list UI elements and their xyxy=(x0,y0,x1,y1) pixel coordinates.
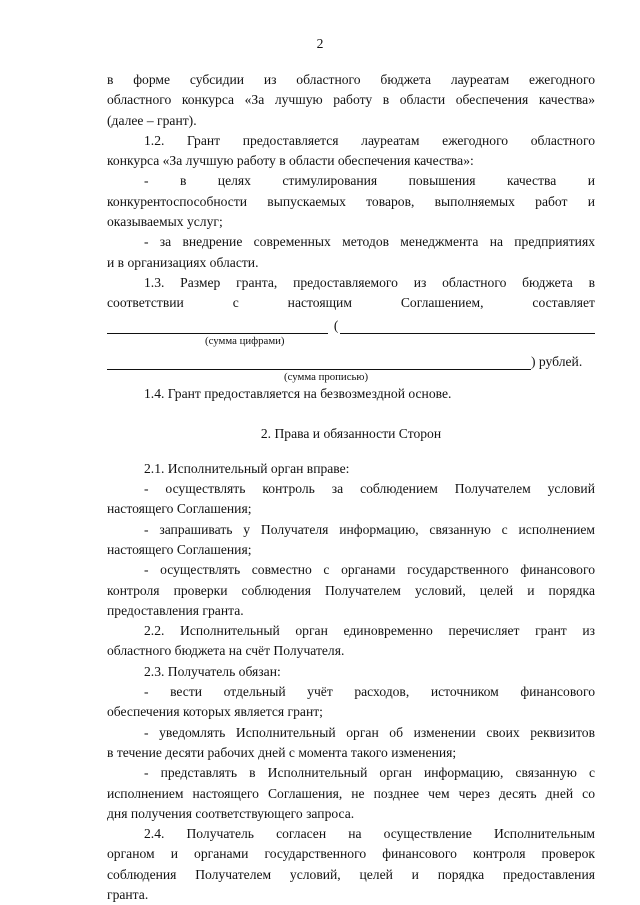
page-number: 2 xyxy=(316,36,324,51)
amount-words-line xyxy=(107,350,595,370)
clause-1-2: 1.2. Грант предоставляется лауреатам ежегодного областного xyxy=(144,132,595,148)
paragraph-line: органом и органами государственного финансового контроля проверок xyxy=(107,846,595,862)
spacer xyxy=(107,445,595,459)
paragraph-line: обеспечения которых является грант; xyxy=(107,704,323,720)
paragraph-line: соблюдения Получателем условий, целей и порядка предоставления xyxy=(107,866,595,882)
paragraph-line: (далее – грант). xyxy=(107,112,197,128)
paragraph-line: исполнением настоящего Соглашения, не позднее чем через десять дней со xyxy=(107,785,595,801)
paragraph-line: предоставления гранта. xyxy=(107,602,244,618)
fill-in-blank xyxy=(107,355,531,370)
paragraph-line: и в организациях области. xyxy=(107,254,259,270)
paragraph-line: соответствии с настоящим Соглашением, составляет xyxy=(107,295,595,311)
paragraph-line: гранта. xyxy=(107,886,149,902)
paragraph-line: в форме субсидии из областного бюджета лауреатам ежегодного xyxy=(107,72,595,87)
open-paren: ( xyxy=(333,317,339,333)
fill-in-blank xyxy=(340,319,595,334)
paragraph-line: дня получения соответствующего запроса. xyxy=(107,805,355,821)
paragraph-line: областного бюджета на счёт Получателя. xyxy=(107,643,345,659)
list-item: - в целях стимулирования повышения качества и xyxy=(144,173,595,189)
amount-digits-line xyxy=(107,314,595,334)
section-heading: 2. Права и обязанности Сторон xyxy=(260,426,442,442)
paragraph-line: конкурса «За лучшую работу в области обеспечения качества»: xyxy=(107,153,474,169)
list-item: - за внедрение современных методов менеджмента на предприятиях xyxy=(144,234,595,250)
caption-digits: (сумма цифрами) xyxy=(205,334,285,347)
paragraph-line: контроля проверки соблюдения Получателем условий, целей и порядка xyxy=(107,582,595,598)
paragraph-line: конкурентоспособности выпускаемых товаров, выполняемых работ и xyxy=(107,193,595,209)
rubles-label: ) рублей. xyxy=(531,354,583,370)
clause-2-4: 2.4. Получатель согласен на осуществление Исполнительным xyxy=(144,826,595,842)
document-body xyxy=(107,70,595,905)
list-item: - осуществлять совместно с органами государственного финансового xyxy=(144,562,595,578)
clause-2-3: 2.3. Получатель обязан: xyxy=(144,663,281,679)
clause-1-3: 1.3. Размер гранта, предоставляемого из областного бюджета в xyxy=(144,274,595,290)
list-item: - осуществлять контроль за соблюдением Получателем условий xyxy=(144,481,595,497)
clause-2-2: 2.2. Исполнительный орган единовременно перечисляет грант из xyxy=(144,623,595,639)
list-item: - представлять в Исполнительный орган информацию, связанную с xyxy=(144,765,595,781)
list-item: - уведомлять Исполнительный орган об изменении своих реквизитов xyxy=(144,724,595,740)
paragraph-line: в течение десяти рабочих дней с момента такого изменения; xyxy=(107,744,457,760)
caption-words: (сумма прописью) xyxy=(284,371,369,384)
list-item: - вести отдельный учёт расходов, источником финансового xyxy=(144,684,595,700)
paragraph-line: настоящего Соглашения; xyxy=(107,541,252,557)
clause-1-4: 1.4. Грант предоставляется на безвозмездной основе. xyxy=(144,386,452,402)
fill-in-blank xyxy=(107,319,328,334)
paragraph-line: настоящего Соглашения; xyxy=(107,501,252,517)
clause-2-1: 2.1. Исполнительный орган вправе: xyxy=(144,460,350,476)
list-item: - запрашивать у Получателя информацию, связанную с исполнением xyxy=(144,521,595,537)
paragraph-line: оказываемых услуг; xyxy=(107,214,223,230)
paragraph-line: областного конкурса «За лучшую работу в области обеспечения качества» xyxy=(107,92,595,108)
spacer xyxy=(107,404,595,424)
